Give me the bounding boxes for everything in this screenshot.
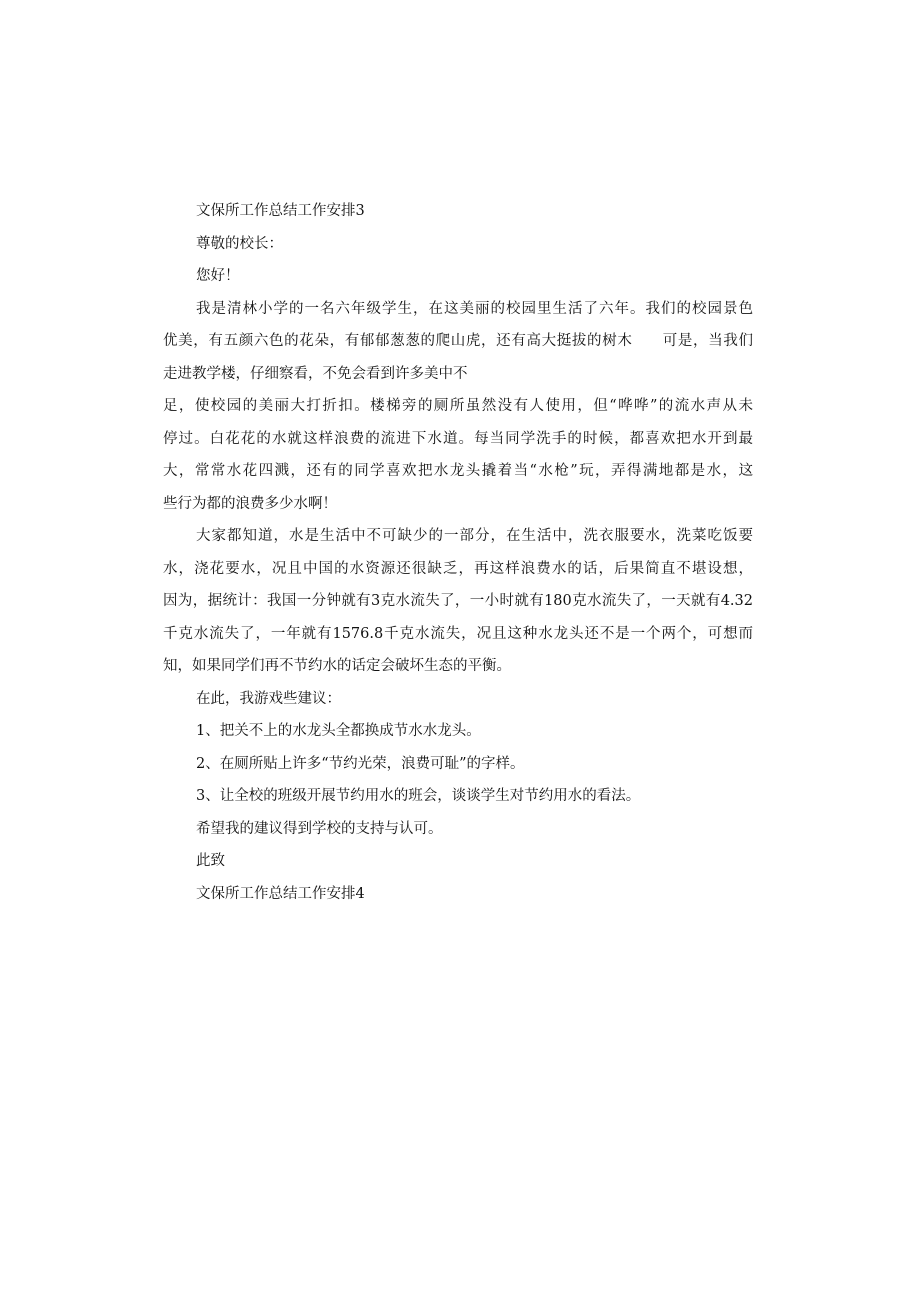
paragraph-line: 优美，有五颜六色的花朵，有郁郁葱葱的爬山虎，还有高大挺拔的树木 可是，当我们 — [163, 333, 753, 349]
paragraph-1 — [163, 293, 753, 521]
paragraph-line: 知，如果同学们再不节约水的话定会破坏生态的平衡。 — [163, 658, 511, 674]
paragraph-line: 大，常常水花四溅，还有的同学喜欢把水龙头撬着当“水枪”玩，弄得满地都是水，这 — [163, 463, 753, 479]
greeting: 您好！ — [196, 268, 240, 284]
paragraph-line: 足，使校园的美丽大打折扣。楼梯旁的厕所虽然没有人使用，但“哗哗”的流水声从未 — [163, 398, 753, 414]
suggestion-item: 2、在厕所贴上许多“节约光荣，浪费可耻”的字样。 — [196, 755, 525, 772]
paragraph-2 — [163, 520, 753, 683]
section-heading: 文保所工作总结工作安排3 — [196, 203, 365, 219]
suggestion-item: 3、让全校的班级开展节约用水的班会，谈谈学生对节约用水的看法。 — [196, 788, 641, 804]
paragraph-line: 些行为都的浪费多少水啊！ — [163, 495, 337, 512]
paragraph-line: 大家都知道，水是生活中不可缺少的一部分，在生活中，洗衣服要水，洗菜吃饭要 — [196, 528, 753, 544]
hope-line: 希望我的建议得到学校的支持与认可。 — [196, 820, 443, 837]
paragraph-line: 水，浇花要水，况且中国的水资源还很缺乏，再这样浪费水的话，后果简直不堪设想， — [163, 560, 753, 577]
paragraph-line: 我是清林小学的一名六年级学生，在这美丽的校园里生活了六年。我们的校园景色 — [196, 300, 753, 317]
section-heading: 文保所工作总结工作安排4 — [196, 885, 365, 902]
paragraph-line: 走进教学楼，仔细察看，不免会看到许多美中不 — [163, 365, 468, 382]
paragraph-line: 因为，据统计：我国一分钟就有3克水流失了，一小时就有180克水流失了，一天就有4.32 — [163, 593, 753, 609]
salutation: 尊敬的校长： — [196, 235, 283, 252]
suggestion-intro: 在此，我游戏些建议： — [196, 690, 341, 707]
paragraph-line: 千克水流失了，一年就有1576.8千克水流失，况且这种水龙头还不是一个两个，可想而 — [163, 625, 753, 642]
suggestion-item: 1、把关不上的水龙头全都换成节水水龙头。 — [196, 723, 481, 739]
document-body — [163, 195, 753, 910]
paragraph-line: 停过。白花花的水就这样浪费的流进下水道。每当同学洗手的时候，都喜欢把水开到最 — [163, 430, 753, 447]
closing: 此致 — [196, 853, 225, 869]
